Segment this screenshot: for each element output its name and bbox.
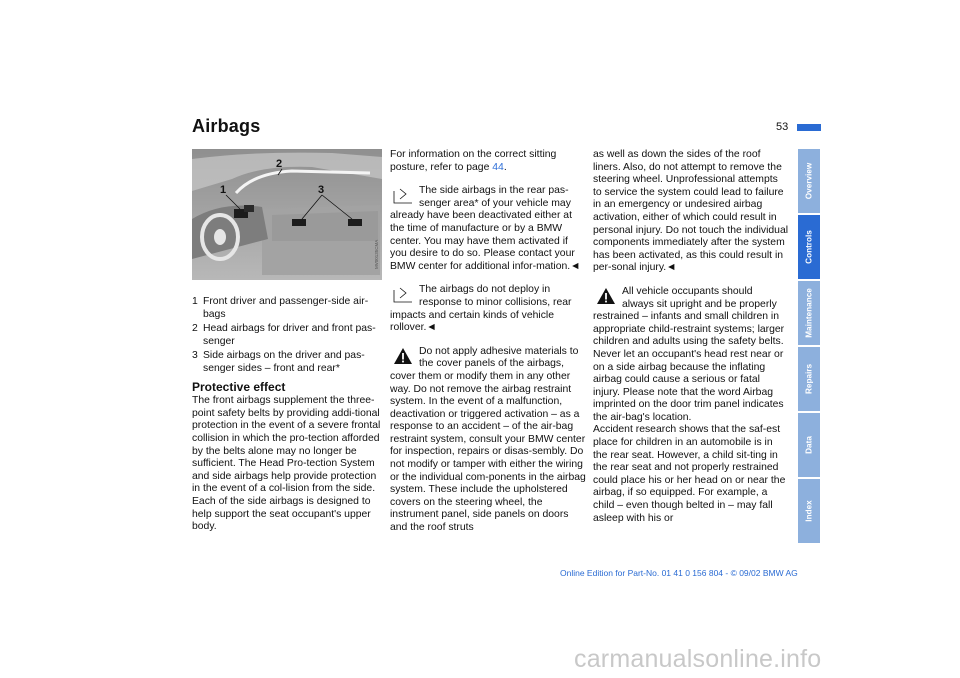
page-title: Airbags — [192, 116, 261, 136]
illustration-code: MV00135CMA — [374, 239, 379, 269]
airbag-illustration — [192, 149, 382, 280]
side-airbag-front — [292, 219, 306, 226]
legend-item: 3 Side airbags on the driver and pas-senger sides – front and rear* — [192, 350, 365, 374]
legend-item: 2 Head airbags for driver and front pas-senger — [192, 323, 376, 347]
side-airbag-rear — [348, 219, 362, 226]
section-heading: Protective effect — [192, 379, 286, 394]
column-2 — [390, 149, 586, 535]
warning-icon — [596, 287, 616, 305]
tab-data[interactable]: Data — [798, 413, 820, 477]
legend-item: 1 Front driver and passenger-side air-bags — [192, 296, 369, 320]
tab-overview[interactable]: Overview — [798, 149, 820, 213]
note-deployment: The airbags do not deploy in response to minor collisions, rear impacts and certain kinds of vehicle rollover.◄ — [390, 284, 572, 334]
warning-continuation: as well as down the sides of the roof liners. Also, do not attempt to remove the steering wheel. Unprofessional attempts to service the system could lead to failure in an emergency or undesired airbag activation, either of which could result in personal injury. Do not touch the individual components immediately after the system has been activated, as this could result in per-sonal injury.◄ — [593, 149, 789, 274]
tab-repairs[interactable]: Repairs — [798, 347, 820, 411]
note-rear-side-airbags: The side airbags in the rear pas- senger area* of your vehicle may already have been deactivated either at the time of manufacture or by a BMW center. You may have them activated if you desire to do so. Please contact your BMW center for additional infor-mation.◄ — [390, 185, 581, 272]
page-number: 53 — [776, 121, 789, 133]
tab-index[interactable]: Index — [798, 479, 820, 543]
accident-research-text: Accident research shows that the saf-est place for children in an automobile is in the rear seat. However, a child sit-ting in the rear seat and not properly restrained could place his or her head on or near the airbag, if so equipped. For example, a child – even though belted in – may fall asleep with his or — [593, 424, 786, 524]
warning-icon — [393, 347, 413, 365]
note-icon — [393, 186, 413, 204]
footer-edition: Online Edition for Part-No. 01 41 0 156 804 - © 09/02 BMW AG — [560, 568, 798, 578]
warning-adhesive: Do not apply adhesive materials to the cover panels of the airbags, cover them or modify them in any other way. Do not remove the airbag restraint system. In the event of a malfunction, deactivation or triggered activation – as a response to an accident – of the air-bag restraint system, consult your BMW center for inspection, repairs or disas-sembly. Do not modify or tamper with either the wiring or the individual com-ponents in the airbag system. These include the upholstered covers on the steering wheel, the instrument panel, side panels on doors and the roof struts — [390, 345, 586, 534]
page-link[interactable]: 44 — [492, 161, 504, 173]
tab-controls[interactable]: Controls — [798, 215, 820, 279]
posture-reference: For information on the correct sitting posture, refer to page 44. — [390, 149, 557, 173]
callout-1: 1 — [220, 184, 227, 196]
callout-2: 2 — [276, 158, 283, 170]
section-body: The front airbags supplement the three-point safety belts by providing addi-tional protection in the event of a severe frontal collision in which the pro-tection afforded by the belts alone may no longer be sufficient. The Head Pro-tection System and side airbags help provide protection in the event of a col-lision from the side. Each of the side airbags is designed to help support the seat occupant's upper body. — [192, 395, 381, 533]
tab-maintenance[interactable]: Maintenance — [798, 281, 820, 345]
column-1 — [192, 296, 382, 534]
column-3 — [593, 149, 789, 525]
page-number-bar — [797, 124, 821, 131]
section-tabs — [798, 149, 820, 545]
warning-occupants: All vehicle occupants should always sit upright and be properly restrained – infants and small children in appropriate child-restraint systems; larger children and adults using the safety belts. Never let an occupant's head rest near or on a side airbag because the inflating airbag could cause a serious or fatal injury. Please note that the word Airbag imprinted on the door trim panel indicates the air-bag's location. — [593, 285, 785, 423]
watermark: carmanualsonline.info — [574, 645, 822, 673]
callout-3: 3 — [318, 184, 325, 196]
note-icon — [393, 285, 413, 303]
